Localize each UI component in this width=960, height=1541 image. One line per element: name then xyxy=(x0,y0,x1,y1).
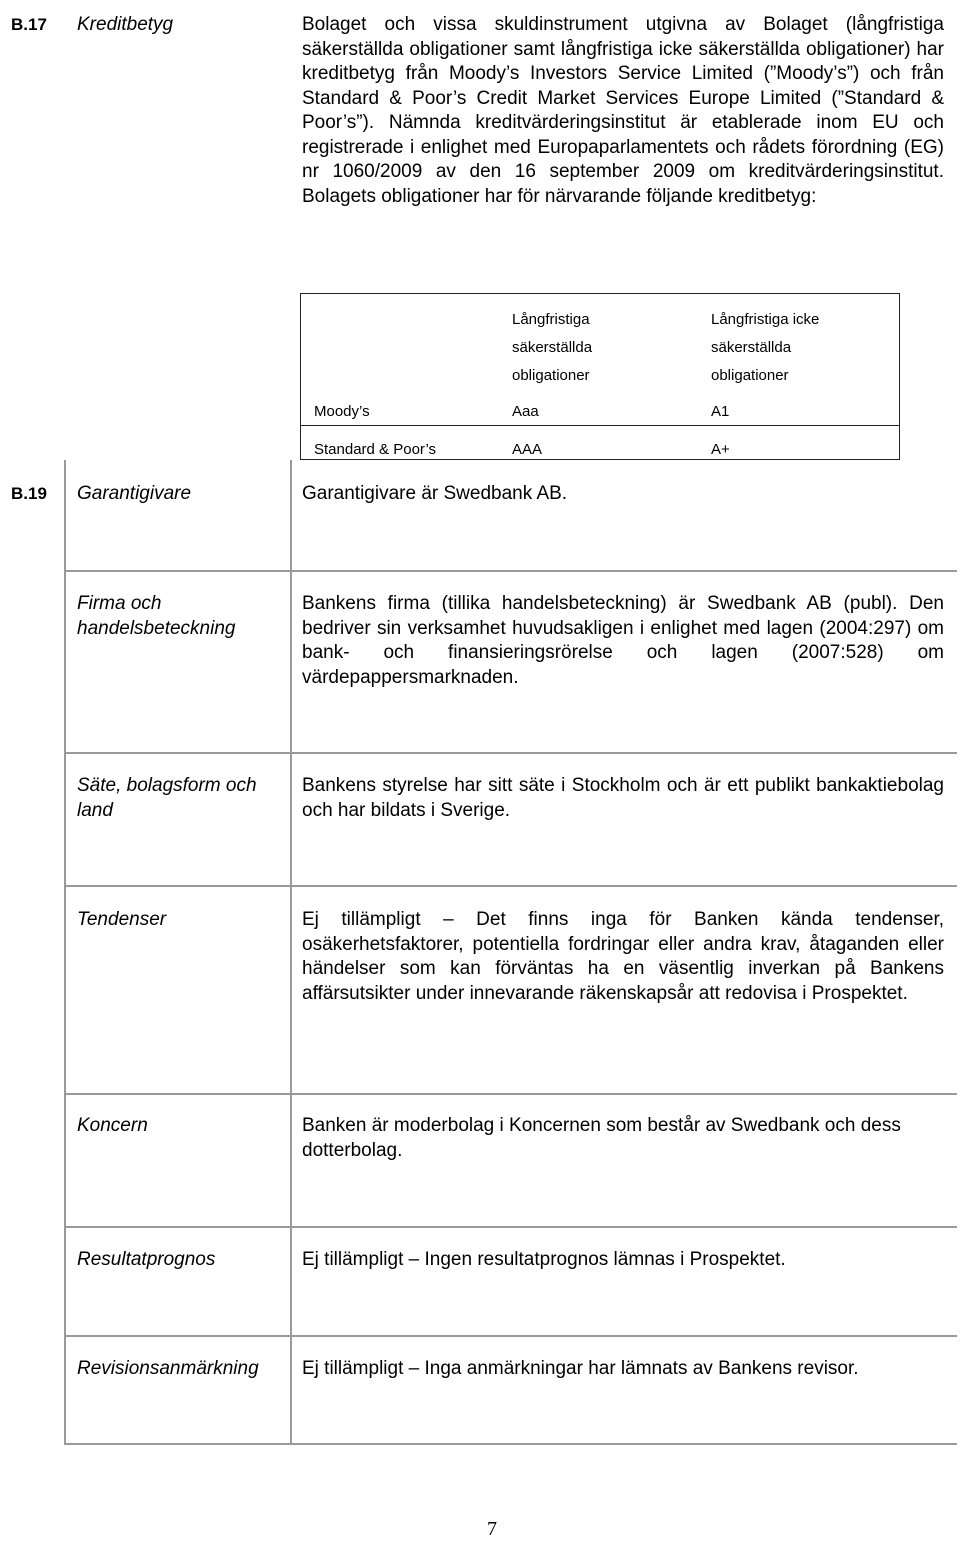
subsection-text-sate: Bankens styrelse har sitt säte i Stockholm och är ett publikt bankaktiebolag och har bildats i Sverige. xyxy=(302,775,944,821)
subsection-label-firma: Firma och handelsbeteckning xyxy=(77,593,236,639)
table-header-secured: Långfristiga säkerställda obligationer xyxy=(512,311,593,384)
garantigivare-paragraph: Garantigivare är Swedbank AB. xyxy=(302,483,568,504)
subsection-text-tendenser: Ej tillämpligt – Det finns inga för Banken kända tendenser, osäkerhetsfaktorer, potentiella fordringar eller andra krav, åtaganden eller händelser som kan förväntas ha en väsentlig inverkan på Bankens affärsutsikter under innevarande räkenskapsår att redovisa i Prospektet. xyxy=(302,909,944,1004)
subsection-text-revisionsanmarkning: Ej tillämpligt – Inga anmärkningar har lämnats av Bankens revisor. xyxy=(302,1358,859,1379)
table-row-agency: Standard & Poor’s xyxy=(314,441,437,458)
subsection-label-resultatprognos: Resultatprognos xyxy=(77,1249,216,1270)
subsection-label-tendenser: Tendenser xyxy=(77,909,167,930)
page-number: 7 xyxy=(487,1518,497,1540)
table-row-unsecured: A1 xyxy=(711,403,730,420)
subsection-text-koncern: Banken är moderbolag i Koncernen som består av Swedbank och dess dotterbolag. xyxy=(302,1115,901,1161)
table-row-agency: Moody’s xyxy=(314,403,370,420)
section-label-garantigivare: Garantigivare xyxy=(77,483,192,504)
table-row-unsecured: A+ xyxy=(711,441,730,458)
subsection-text-resultatprognos: Ej tillämpligt – Ingen resultatprognos lämnas i Prospektet. xyxy=(302,1249,786,1270)
subsection-label-revisionsanmarkning: Revisionsanmärkning xyxy=(77,1358,259,1379)
subsection-label-sate: Säte, bolagsform och land xyxy=(77,775,257,821)
section-label-kreditbetyg: Kreditbetyg xyxy=(77,14,174,35)
table-row-secured: AAA xyxy=(512,441,543,458)
section-code-b17: B.17 xyxy=(11,15,47,34)
table-header-unsecured: Långfristiga icke säkerställda obligationer xyxy=(711,311,820,384)
kreditbetyg-paragraph: Bolaget och vissa skuldinstrument utgivna av Bolaget (långfristiga säkerställda obligationer samt långfristiga icke säkerställda obligationer) har kreditbetyg från Moody’s Investors Service Limited (”Moody’s”) och från Standard & Poor’s Credit Market Services Europe Limited (”Standard & Poor’s”). Nämnda kreditvärderingsinstitut är etablerade inom EU och registrerade i enlighet med Europaparlamentets och rådets förordning (EG) nr 1060/2009 av den 16 september 2009 om kreditvärderingsinstitut. Bolagets obligationer har för närvarande följande kreditbetyg: xyxy=(302,14,944,207)
subsection-label-koncern: Koncern xyxy=(77,1115,148,1136)
section-code-b19: B.19 xyxy=(11,484,47,503)
subsection-text-firma: Bankens firma (tillika handelsbeteckning) är Swedbank AB (publ). Den bedriver sin verksamhet huvudsakligen i enlighet med lagen (2004:297) om bank- och finansieringsrörelse och lagen (2007:528) om värdepappersmarknaden. xyxy=(302,593,944,688)
table-row-secured: Aaa xyxy=(512,403,539,420)
